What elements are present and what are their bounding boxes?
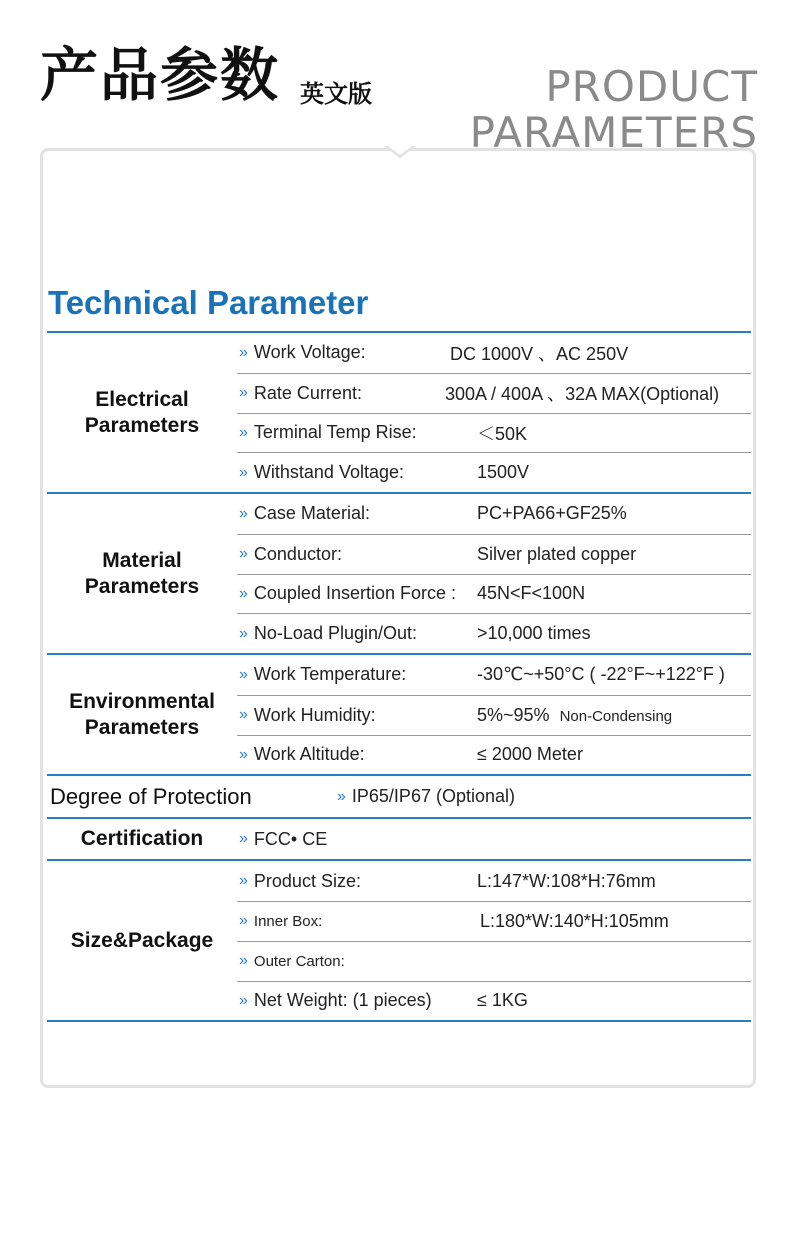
parameter-table xyxy=(47,331,751,1022)
param-row xyxy=(237,819,751,859)
section-protection xyxy=(47,774,751,817)
param-value: ≤ 2000 Meter xyxy=(477,744,583,765)
section-size-package xyxy=(47,859,751,1022)
param-key: Terminal Temp Rise: xyxy=(253,422,417,443)
chevron-right-icon: » xyxy=(239,343,248,361)
section-label-certification: Certification xyxy=(80,827,204,851)
param-key: Coupled Insertion Force : xyxy=(253,583,457,604)
param-key: Product Size: xyxy=(253,870,361,891)
chevron-right-icon: » xyxy=(239,830,248,848)
param-row xyxy=(237,981,751,1021)
param-row xyxy=(237,655,751,695)
param-row xyxy=(237,413,751,453)
chevron-right-icon: » xyxy=(239,584,248,602)
section-material xyxy=(47,492,751,653)
label-line: Material xyxy=(102,548,182,572)
label-line: Parameters xyxy=(84,413,200,437)
param-value: L:147*W:108*H:76mm xyxy=(477,870,656,891)
param-row xyxy=(237,494,751,534)
section-label-material xyxy=(47,494,237,653)
param-key: Work Temperature: xyxy=(253,664,407,685)
param-value: L:180*W:140*H:105mm xyxy=(480,910,669,931)
section-label-protection: Degree of Protection xyxy=(50,783,252,809)
param-key: Rate Current: xyxy=(253,382,362,403)
param-row xyxy=(237,941,751,981)
param-key: Conductor: xyxy=(253,543,342,564)
param-value: 300A / 400A 、32A MAX(Optional) xyxy=(445,384,720,405)
param-value: >10,000 times xyxy=(477,623,591,644)
card-notch-inner xyxy=(388,146,412,155)
label-line: Electrical xyxy=(95,387,189,411)
param-value: FCC• CE xyxy=(253,828,328,849)
param-row xyxy=(237,613,751,653)
param-row xyxy=(335,776,751,817)
chevron-right-icon: » xyxy=(239,545,248,563)
param-value: Silver plated copper xyxy=(477,543,637,564)
param-key: No-Load Plugin/Out: xyxy=(253,623,418,644)
section-certification xyxy=(47,817,751,859)
param-key: Outer Carton: xyxy=(253,952,345,970)
param-key: Case Material: xyxy=(253,503,370,524)
param-row xyxy=(237,373,751,413)
title-en-line1: PRODUCT xyxy=(545,64,758,111)
chevron-right-icon: » xyxy=(239,706,248,724)
param-row xyxy=(237,534,751,574)
param-row xyxy=(237,735,751,775)
param-value: -30℃~+50°C ( -22°F~+122°F ) xyxy=(477,664,725,685)
chevron-right-icon: » xyxy=(239,991,248,1009)
chevron-right-icon: » xyxy=(239,504,248,522)
param-key: Work Humidity: xyxy=(253,704,376,725)
chevron-right-icon: » xyxy=(239,745,248,763)
chevron-right-icon: » xyxy=(239,872,248,890)
param-key: Inner Box: xyxy=(253,912,323,930)
chevron-right-icon: » xyxy=(239,463,248,481)
label-line: Parameters xyxy=(84,715,200,739)
param-key: Work Altitude: xyxy=(253,744,365,765)
section-environmental xyxy=(47,653,751,774)
section-label-size-package: Size&Package xyxy=(70,928,214,952)
param-value: PC+PA66+GF25% xyxy=(477,503,627,524)
param-row xyxy=(237,452,751,492)
label-line: Environmental xyxy=(69,689,215,713)
param-value: DC 1000V 、AC 250V xyxy=(450,343,629,364)
param-value: 45N<F<100N xyxy=(477,583,586,604)
param-value-note: Non-Condensing xyxy=(559,707,673,725)
param-key: Net Weight: (1 pieces) xyxy=(253,990,432,1011)
section-label-environmental xyxy=(47,655,237,774)
param-value: IP65/IP67 (Optional) xyxy=(351,786,515,807)
chevron-right-icon: » xyxy=(239,665,248,683)
technical-parameter-heading: Technical Parameter xyxy=(48,284,369,321)
chevron-right-icon: » xyxy=(239,624,248,642)
chevron-right-icon: » xyxy=(337,787,346,805)
page-title-english xyxy=(470,64,758,148)
param-value: 5%~95% xyxy=(477,704,550,725)
param-row xyxy=(237,333,751,373)
chevron-right-icon: » xyxy=(239,952,248,970)
section-label-electrical xyxy=(47,333,237,492)
param-row xyxy=(237,695,751,735)
param-row xyxy=(237,861,751,901)
param-row xyxy=(237,574,751,614)
chevron-right-icon: » xyxy=(239,912,248,930)
param-row xyxy=(237,901,751,941)
chevron-right-icon: » xyxy=(239,423,248,441)
section-electrical xyxy=(47,331,751,492)
label-line: Parameters xyxy=(84,574,200,598)
param-value: ＜50K xyxy=(477,423,528,444)
param-key: Withstand Voltage: xyxy=(253,462,404,483)
page-subtitle-english-edition: 英文版 xyxy=(300,80,372,108)
param-key: Work Voltage: xyxy=(253,342,366,363)
title-en-line2: PARAMETERS xyxy=(469,108,758,148)
param-value: 1500V xyxy=(477,462,530,483)
chevron-right-icon: » xyxy=(239,384,248,402)
page-title-chinese: 产品参数 xyxy=(40,41,281,109)
param-value: ≤ 1KG xyxy=(477,990,528,1011)
